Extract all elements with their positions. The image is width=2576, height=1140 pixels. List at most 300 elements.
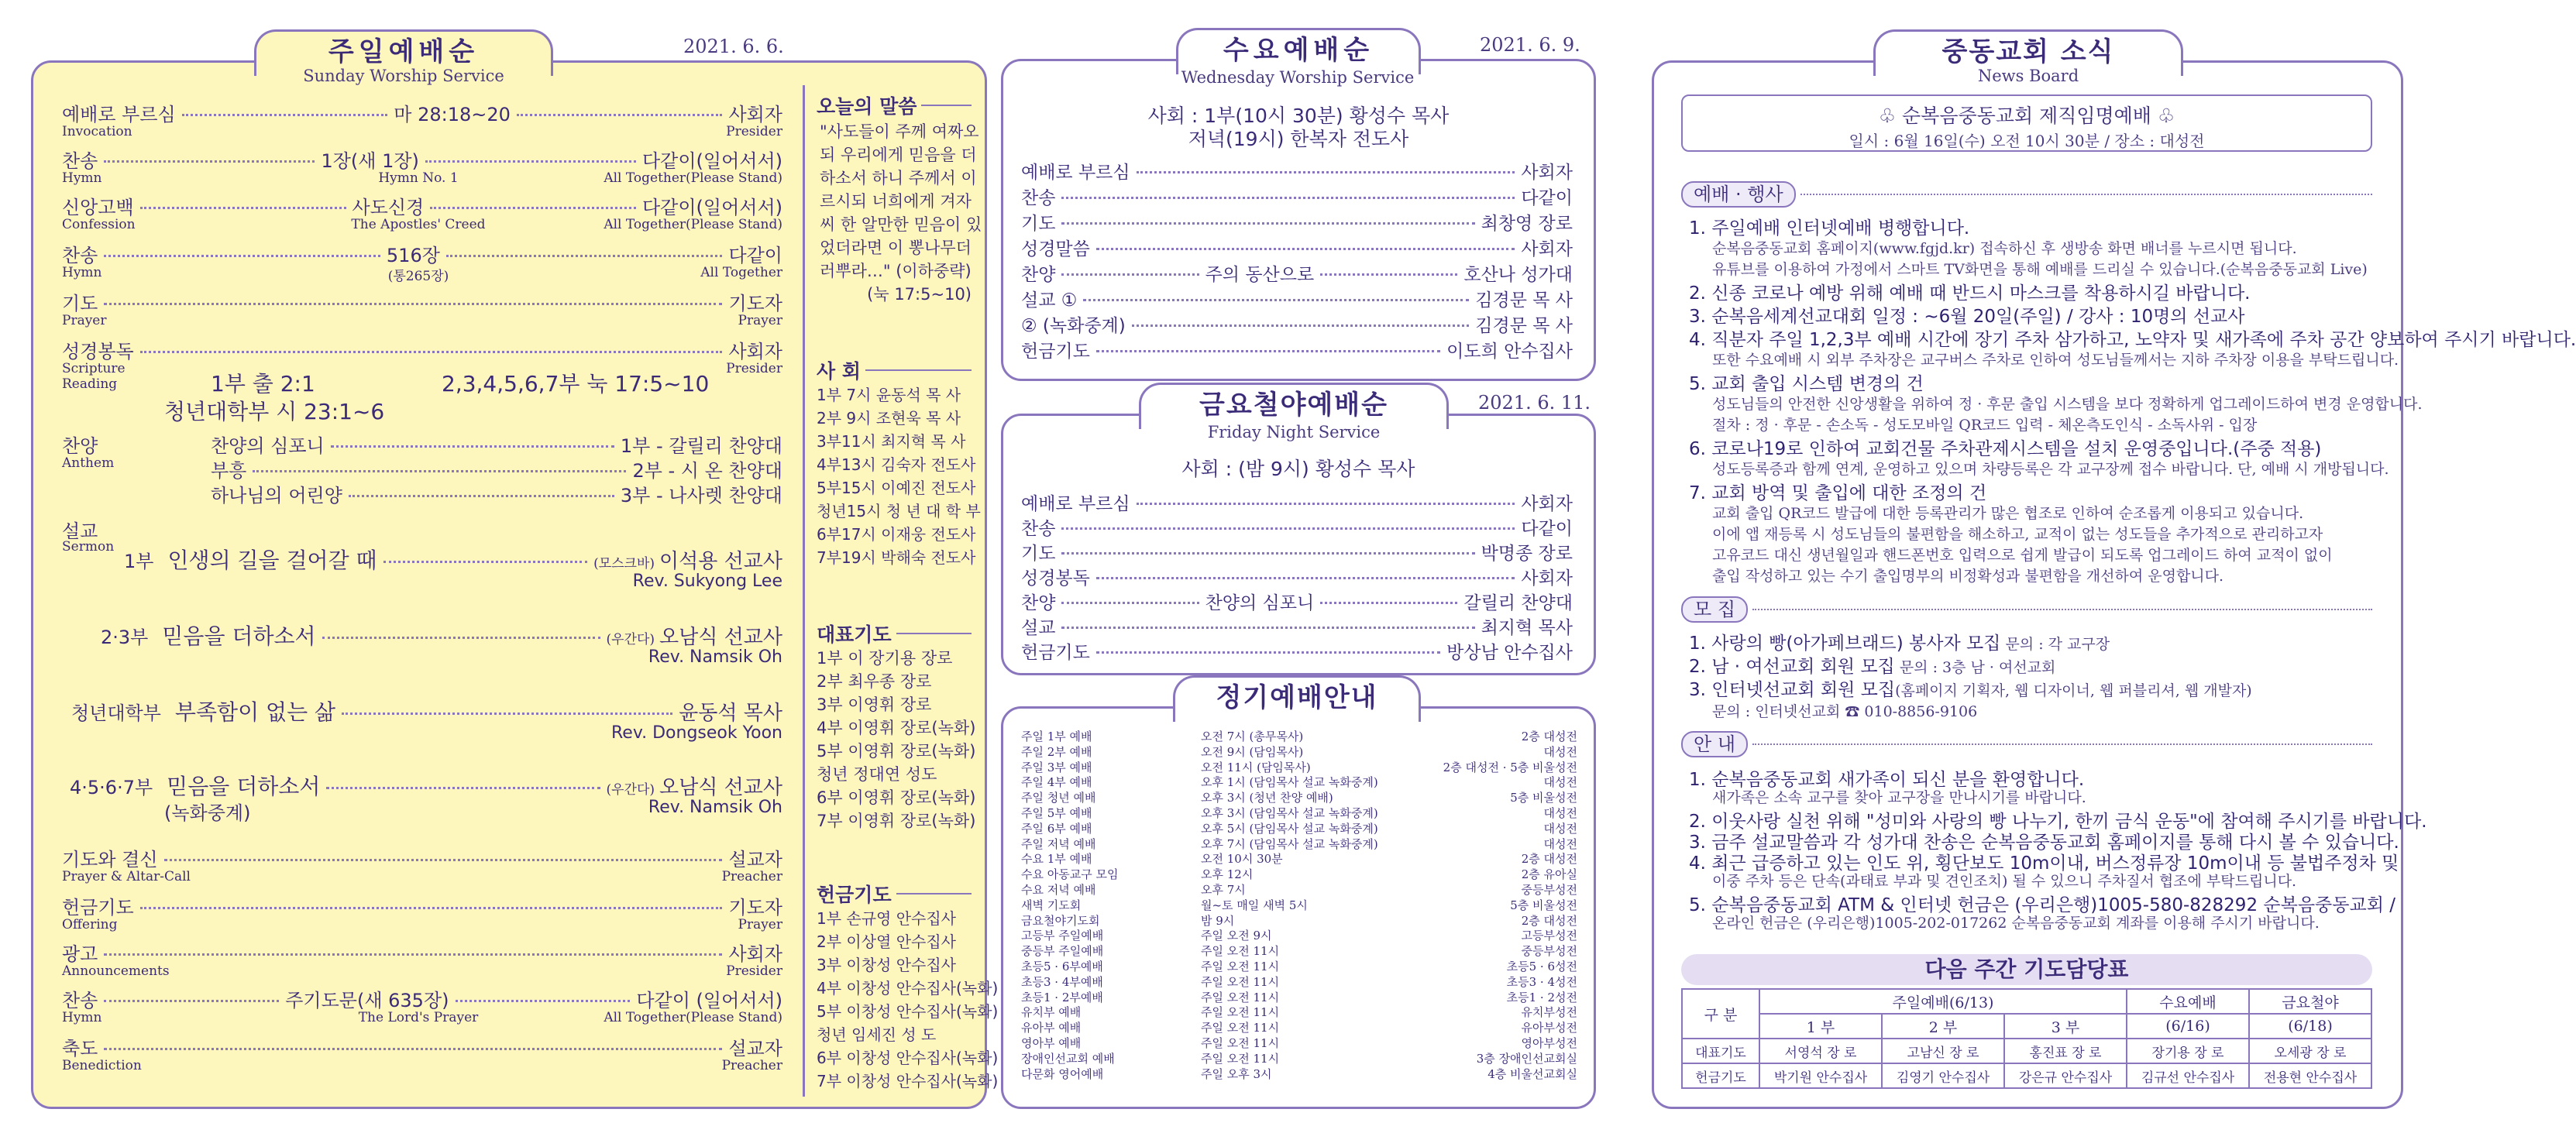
- wednesday-item-right: 호산나 성가대: [1463, 265, 1573, 285]
- friday-date: 2021. 6. 11.: [1478, 392, 1591, 414]
- sunday-item-leader: [182, 114, 388, 116]
- schedule-name: 주일 6부 예배: [1021, 821, 1092, 836]
- wednesday-item-middle: 주의 동산으로: [1205, 265, 1315, 285]
- duty-cell: 헌금기도: [1682, 1063, 1759, 1088]
- sunday-item-middle: 516장: [386, 245, 440, 266]
- word-line: (눅 17:5~10): [867, 285, 972, 304]
- sermon-leader: [383, 561, 587, 563]
- schedule-name: 수요 1부 예배: [1021, 852, 1092, 867]
- wednesday-item-label: 성경말씀: [1021, 239, 1090, 259]
- notice-line: 이중 주차 등은 단속(과태료 부과 및 견인조치) 될 수 있으니 주차질서 협조에 부탁드립니다.: [1712, 873, 2297, 890]
- recruit-contact: 문의 : 인터넷선교회 ☎ 010-8856-9106: [1712, 703, 1978, 720]
- host-line: 2부 9시 조현욱 목 사: [817, 409, 961, 428]
- offer-line: 2부 이상열 안수집사: [817, 932, 956, 951]
- offer-line: 3부 이창성 안수집사: [817, 956, 956, 974]
- schedule-time: 오후 3시 (청년 찬양 예배): [1201, 791, 1333, 805]
- duty-sub-row: [1682, 1014, 2371, 1039]
- sunday-item-leader: [140, 207, 346, 209]
- closing-item-leader: [104, 1000, 279, 1002]
- banner-subtitle: 일시 : 6월 16일(수) 오전 10시 30분 / 장소 : 대성전: [1849, 132, 2205, 150]
- prayer-title-rule: [896, 633, 972, 634]
- friday-item-leader: [1061, 527, 1515, 530]
- schedule-name: 주일 1부 예배: [1021, 730, 1092, 743]
- duty-table: [1681, 988, 2372, 1089]
- sunday-item-mid-en: (통265장): [387, 269, 449, 284]
- closing-item-leader: [140, 907, 723, 909]
- duty-cell: 고남신 장 로: [1882, 1039, 2004, 1063]
- schedule-time: 월~토 매일 새벽 5시: [1201, 898, 1308, 912]
- wednesday-item-leader: [1061, 197, 1515, 199]
- sunday-item-right-en: All Together(Please Stand): [604, 217, 782, 232]
- closing-item-right: 설교자: [728, 1038, 782, 1059]
- schedule-place: 대성전: [1543, 744, 1577, 759]
- schedule-row: [1021, 1050, 1577, 1066]
- prayer-line: 3부 이영휘 장로: [817, 695, 932, 714]
- sunday-item-label: 찬송: [62, 150, 98, 172]
- wednesday-item-label: ② (녹화중계): [1021, 316, 1126, 336]
- sunday-item-leader: [140, 351, 723, 353]
- sermon-en: Sermon: [62, 539, 115, 555]
- wednesday-item-label: 찬양: [1021, 265, 1056, 285]
- wednesday-item-right: 김경문 목 사: [1475, 290, 1573, 311]
- friday-item: [1021, 539, 1573, 565]
- wednesday-item-leader: [1083, 299, 1469, 301]
- prayer-line: 5부 이영휘 장로(녹화): [817, 742, 976, 761]
- schedule-row: [1021, 973, 1577, 990]
- host-line: 6부17시 이재웅 전도사: [817, 525, 976, 544]
- event-detail: 성도님들의 안전한 신앙생활을 위하여 정 · 후문 출입 시스템을 보다 정확하게 업그레이드하여 변경 운영합니다.: [1712, 396, 2423, 413]
- prayer-line: 1부 이 장기용 장로: [817, 649, 953, 668]
- duty-cell: 서영석 장 로: [1759, 1039, 1882, 1063]
- recruit-item: [1689, 629, 2110, 654]
- offer-line: 청년 임세진 성 도: [817, 1025, 937, 1044]
- event-detail: 출입 작성하고 있는 수기 출입명부의 비정확성과 불편함을 개선하여 운영합니다.: [1712, 568, 2224, 585]
- friday-item-leader-2: [1320, 602, 1457, 604]
- duty-sub-cell: (6/18): [2249, 1014, 2371, 1039]
- closing-item: [62, 985, 782, 1012]
- sermon-leader: [322, 637, 600, 639]
- event-detail: 고유코드 대신 생년월일과 핸드폰번호 입력으로 쉽게 발급이 되도록 업그레이드 하여 교적이 없이: [1712, 547, 2333, 564]
- duty-row: [1682, 1063, 2371, 1088]
- wednesday-item: [1021, 235, 1573, 260]
- schedule-name: 수요 아동교구 모임: [1021, 867, 1119, 882]
- schedule-place: 3층 장애인선교회실: [1476, 1051, 1577, 1066]
- sunday-item-leader-2: [517, 114, 723, 116]
- sermon-speaker: 윤동석 목사: [679, 702, 782, 725]
- recruit-note: 문의 : 각 교구장: [2000, 636, 2110, 653]
- schedule-place: 2층 대성전: [1521, 730, 1577, 743]
- word-line: "사도들이 주께 여짜오: [820, 122, 979, 141]
- sunday-item-mid-en: The Apostles' Creed: [351, 217, 486, 232]
- schedule-row: [1021, 943, 1577, 959]
- closing-item: [62, 844, 782, 871]
- sunday-item-en: Invocation: [62, 124, 132, 139]
- sunday-item-label: 성경봉독: [62, 341, 134, 362]
- host-line: 7부19시 박해숙 전도사: [817, 548, 976, 567]
- notice-line: 5. 순복음중동교회 ATM & 인터넷 헌금은 (우리은행)1005-580-828292 순복음중동교회 /: [1689, 895, 2395, 915]
- wednesday-item-label: 예배로 부르심: [1021, 163, 1130, 183]
- wednesday-item-leader: [1096, 248, 1515, 250]
- sunday-item: [62, 240, 782, 267]
- event-detail: 유튜브를 이용하여 가정에서 스마트 TV화면을 통해 예배를 드리실 수 있습니다.(순복음중동교회 Live): [1712, 261, 2368, 278]
- schedule-time: 오전 9시 (담임목사): [1201, 744, 1304, 759]
- closing-item-label: 기도와 결신: [62, 849, 158, 870]
- schedule-row: [1021, 1035, 1577, 1051]
- schedule-name: 초등1 · 2부예배: [1021, 990, 1103, 1004]
- wednesday-item-label: 찬송: [1021, 188, 1056, 208]
- sermon-en-name: Rev. Sukyong Lee: [632, 572, 782, 591]
- schedule-name: 장애인선교회 예배: [1021, 1051, 1115, 1066]
- schedule-time: 오후 12시: [1201, 867, 1254, 882]
- schedule-row: [1021, 881, 1577, 898]
- friday-host: 사회 : (밤 9시) 황성수 목사: [1181, 458, 1415, 480]
- friday-title: 금요철야예배순: [1199, 390, 1388, 421]
- schedule-time: 주일 오전 11시: [1201, 974, 1280, 989]
- duty-cell: 대표기도: [1682, 1039, 1759, 1063]
- offer-title-text: 헌금기도: [817, 884, 892, 906]
- schedule-place: 초등5 · 6성전: [1506, 960, 1577, 973]
- wednesday-subtitle: Wednesday Worship Service: [1181, 68, 1415, 87]
- offer-title: [817, 880, 972, 908]
- anthem-row-label: 찬양의 심포니: [211, 435, 325, 457]
- schedule-row: [1021, 989, 1577, 1005]
- closing-en: Announcements: [62, 963, 170, 979]
- section-events: [1681, 181, 2372, 208]
- sunday-item-right: 다같이(일어서서): [641, 150, 782, 172]
- closing-item-label: 찬송: [62, 990, 98, 1011]
- schedule-row: [1021, 1019, 1577, 1035]
- duty-title: 다음 주간 기도담당표: [1681, 954, 2372, 985]
- sunday-subtitle: Sunday Worship Service: [303, 67, 504, 85]
- word-line: 르시되 너희에게 겨자: [820, 192, 972, 211]
- closing-item-right: 기도자: [728, 897, 782, 919]
- friday-item-leader: [1061, 602, 1199, 604]
- schedule-place: 초등3 · 4성전: [1506, 974, 1577, 989]
- schedule-name: 초등5 · 6부예배: [1021, 960, 1103, 973]
- word-line: 되 우리에게 믿음을 더: [820, 146, 977, 164]
- schedule-place: 대성전: [1543, 821, 1577, 836]
- sunday-item-right: 기도자: [728, 293, 782, 314]
- closing-item: [62, 1033, 782, 1060]
- sermon-speaker: 오남식 선교사: [659, 626, 782, 649]
- duty-cell: 박기원 안수집사: [1759, 1063, 1882, 1088]
- word-title-text: 오늘의 말씀: [817, 95, 917, 118]
- word-line: 었더라면 이 뽕나무더: [820, 239, 972, 257]
- anthem-row-leader: [349, 495, 614, 497]
- friday-item-label: 기도: [1021, 544, 1056, 564]
- friday-item-leader: [1096, 651, 1440, 654]
- wednesday-item-right: 다같이: [1521, 188, 1573, 208]
- schedule-row: [1021, 759, 1577, 775]
- friday-item-right: 사회자: [1521, 494, 1573, 514]
- closing-right-en: Preacher: [721, 1058, 782, 1073]
- sermon-speaker: 이석용 선교사: [659, 550, 782, 573]
- schedule-time: 오전 11시 (담임목사): [1201, 760, 1311, 774]
- friday-item: [1021, 613, 1573, 639]
- closing-right-en: Preacher: [721, 869, 782, 884]
- schedule-time: 오후 7시 (담임목사 설교 녹화중계): [1201, 836, 1378, 851]
- schedule-time: 주일 오전 11시: [1201, 990, 1280, 1004]
- duty-cell: 장기용 장 로: [2127, 1039, 2249, 1063]
- wednesday-item-right: 이도희 안수집사: [1446, 342, 1573, 362]
- sermon-part: 청년대학부: [71, 702, 161, 724]
- sunday-item-label: 신앙고백: [62, 197, 134, 218]
- wednesday-item-label: 기도: [1021, 214, 1056, 234]
- duty-row: [1682, 1039, 2371, 1063]
- sermon-leader: [326, 787, 600, 789]
- duty-head-cell: 수요예배: [2127, 989, 2249, 1014]
- schedule-name: 주일 2부 예배: [1021, 744, 1092, 759]
- offer-line: 4부 이창성 안수집사(녹화): [817, 979, 999, 998]
- section-events-rule: [1800, 194, 2372, 195]
- regular-tab: [1173, 675, 1421, 722]
- friday-item-label: 성경봉독: [1021, 568, 1090, 589]
- closing-mid-en: The Lord's Prayer: [358, 1010, 479, 1025]
- sermon-en-name: Rev. Dongseok Yoon: [610, 723, 782, 743]
- schedule-name: 주일 저녁 예배: [1021, 836, 1096, 851]
- anthem-row-leader: [331, 445, 614, 448]
- anthem-row-right: 1부 - 갈릴리 찬양대: [620, 435, 782, 457]
- event-detail: 교회 출입 QR코드 발급에 대한 등록관리가 많은 협조로 인하여 순조롭게 이용되고 있습니다.: [1712, 505, 2304, 522]
- wednesday-tab: [1176, 28, 1421, 74]
- event-item: 7. 교회 방역 및 출입에 대한 조정의 건: [1689, 483, 1987, 503]
- sermon-row: [71, 695, 782, 726]
- schedule-place: 2층 유아실: [1521, 867, 1577, 882]
- host-title-text: 사 회: [817, 360, 862, 383]
- wednesday-item-right: 최창영 장로: [1481, 214, 1573, 234]
- schedule-name: 초등3 · 4부예배: [1021, 974, 1103, 989]
- duty-cell: 오세광 장 로: [2249, 1039, 2371, 1063]
- sunday-item-en: Prayer: [62, 313, 107, 328]
- prayer-title: [817, 620, 972, 647]
- recruit-note: 문의 : 3층 남 · 여선교회: [1894, 659, 2056, 676]
- wednesday-item: [1021, 209, 1573, 235]
- schedule-row: [1021, 958, 1577, 974]
- sunday-date: 2021. 6. 6.: [683, 36, 784, 57]
- event-item: 5. 교회 출입 시스템 변경의 건: [1689, 374, 1924, 394]
- schedule-name: 다문화 영어예배: [1021, 1066, 1104, 1081]
- host-title-rule: [865, 369, 972, 371]
- schedule-row: [1021, 927, 1577, 943]
- sunday-item-right-en: Presider: [726, 124, 782, 139]
- prayer-line: 4부 이영휘 장로(녹화): [817, 719, 976, 737]
- duty-head-cell: 주일예배(6/13): [1759, 989, 2127, 1014]
- schedule-time: 주일 오전 11시: [1201, 960, 1280, 973]
- closing-en: Benediction: [62, 1058, 142, 1073]
- duty-sub-cell: 2 부: [1882, 1014, 2004, 1039]
- sermon-title: 부족함이 없는 삶: [174, 699, 336, 725]
- sunday-item-right-en: All Together: [700, 265, 782, 280]
- wednesday-item-label: 설교 ①: [1021, 290, 1078, 311]
- offer-line: 7부 이창성 안수집사(녹화): [817, 1072, 999, 1090]
- friday-item-label: 설교: [1021, 618, 1056, 638]
- wednesday-item: [1021, 184, 1573, 209]
- sunday-item: [62, 336, 782, 363]
- schedule-time: 주일 오후 3시: [1201, 1066, 1272, 1081]
- anthem-row-label: 부흥: [211, 460, 247, 482]
- friday-item: [1021, 514, 1573, 540]
- regular-title: 정기예배안내: [1216, 682, 1378, 713]
- sunday-item: [62, 99, 782, 126]
- schedule-row: [1021, 1066, 1577, 1082]
- schedule-time: 주일 오전 11시: [1201, 944, 1280, 959]
- sermon-row: [101, 620, 782, 651]
- anthem-row-right: 2부 - 시 온 찬양대: [632, 460, 782, 482]
- friday-subtitle: Friday Night Service: [1207, 423, 1381, 441]
- sunday-item-right: 사회자: [728, 104, 782, 125]
- wednesday-item-right: 김경문 목 사: [1475, 316, 1573, 336]
- wednesday-item: [1021, 337, 1573, 362]
- wednesday-item: [1021, 286, 1573, 311]
- schedule-place: 4층 비울선교회실: [1487, 1066, 1577, 1081]
- notice-line: 3. 금주 설교말씀과 각 성가대 찬송은 순복음중동교회 홈페이지를 통해 다시 볼 수 있습니다.: [1689, 833, 2399, 853]
- duty-sub-cell: 3 부: [2004, 1014, 2127, 1039]
- duty-cell: 강은규 안수집사: [2004, 1063, 2127, 1088]
- duty-cell: 김규선 안수집사: [2127, 1063, 2249, 1088]
- section-events-label: 예배 · 행사: [1681, 181, 1796, 208]
- sermon-label: 설교: [62, 520, 98, 542]
- sunday-item-right-en: All Together(Please Stand): [604, 170, 782, 186]
- schedule-place: 유치부성전: [1521, 1005, 1577, 1020]
- schedule-place: 대성전: [1543, 775, 1577, 790]
- schedule-time: 오전 10시 30분: [1201, 852, 1283, 867]
- reading-2: 2,3,4,5,6,7부 눅 17:5~10: [442, 371, 710, 397]
- friday-item-right: 박명종 장로: [1481, 544, 1573, 564]
- friday-item-label: 예배로 부르심: [1021, 494, 1130, 514]
- host-line: 3부11시 최지혁 목 사: [817, 432, 966, 451]
- sunday-item-leader-2: [430, 207, 636, 209]
- wednesday-host-1: 사회 : 1부(10시 30분) 황성수 목사: [1147, 105, 1450, 127]
- host-line: 5부15시 이예진 전도사: [817, 479, 976, 497]
- schedule-time: 밤 9시: [1201, 913, 1235, 928]
- event-item: 1. 주일예배 인터넷예배 병행합니다.: [1689, 218, 1970, 239]
- schedule-time: 오후 7시: [1201, 883, 1246, 897]
- sermon-row: [70, 770, 782, 801]
- wednesday-item-leader: [1096, 350, 1440, 352]
- sunday-item-leader: [104, 255, 380, 257]
- event-detail: 절차 : 정 · 후문 - 손소독 - 성도모바일 QR코드 입력 - 체온측도인식 - 소독사위 - 입장: [1712, 417, 2258, 434]
- duty-head-row: [1682, 989, 2371, 1014]
- sunday-item-right: 다같이(일어서서): [642, 197, 783, 218]
- schedule-row: [1021, 820, 1577, 836]
- schedule-row: [1021, 866, 1577, 882]
- prayer-line: 6부 이영휘 장로(녹화): [817, 788, 976, 807]
- schedule-time: 주일 오전 11시: [1201, 1005, 1280, 1020]
- sermon-title: 믿음을 더하소서: [162, 623, 316, 649]
- schedule-row: [1021, 836, 1577, 852]
- wednesday-item-right: 사회자: [1521, 239, 1573, 259]
- sunday-title: 주일예배순: [328, 36, 480, 67]
- news-title: 중동교회 소식: [1941, 36, 2115, 67]
- schedule-name: 주일 5부 예배: [1021, 806, 1092, 820]
- sunday-item-leader: [104, 303, 722, 305]
- friday-tab: [1139, 383, 1449, 429]
- schedule-place: 5층 비울성전: [1510, 791, 1577, 805]
- sermon-leader: [342, 712, 672, 715]
- schedule-place: 중등부성전: [1521, 944, 1577, 959]
- duty-sub-cell: 1 부: [1759, 1014, 1882, 1039]
- recruit-title: 3. 인터넷선교회 회원 모집: [1689, 680, 1896, 700]
- anthem-row-leader: [253, 470, 626, 472]
- closing-right-en: Presider: [726, 963, 782, 979]
- sunday-item-leader-2: [446, 255, 723, 257]
- wednesday-title: 수요예배순: [1223, 35, 1374, 66]
- friday-item-middle: 찬양의 심포니: [1205, 593, 1315, 613]
- section-notice: [1681, 731, 2372, 757]
- schedule-place: 영아부성전: [1521, 1036, 1577, 1050]
- schedule-name: 유아부 예배: [1021, 1021, 1082, 1035]
- schedule-row: [1021, 897, 1577, 913]
- sunday-item-right: 다같이: [728, 245, 782, 266]
- banner-title: ♧ 순복음중동교회 제직임명예배 ♧: [1878, 105, 2175, 127]
- sunday-item: [62, 192, 782, 219]
- closing-right-en: Prayer: [738, 917, 782, 932]
- sunday-item-mid-en: Hymn No. 1: [378, 170, 459, 186]
- schedule-name: 중등부 주일예배: [1021, 944, 1104, 959]
- news-banner: [1681, 94, 2372, 152]
- closing-item-leader: [104, 953, 722, 956]
- wednesday-item: [1021, 260, 1573, 286]
- sermon-part: 2·3부: [101, 627, 149, 648]
- wednesday-item: [1021, 158, 1573, 184]
- wednesday-item-leader: [1061, 222, 1474, 225]
- host-title: [817, 356, 972, 384]
- friday-item-leader: [1061, 627, 1474, 629]
- friday-item-right: 방상남 안수집사: [1446, 643, 1573, 663]
- prayer-line: 7부 이영휘 장로(녹화): [817, 812, 976, 830]
- schedule-time: 오후 3시 (담임목사 설교 녹화중계): [1201, 806, 1378, 820]
- closing-item: [62, 939, 782, 966]
- sunday-item-en: Hymn: [62, 170, 102, 186]
- schedule-name: 주일 4부 예배: [1021, 775, 1092, 790]
- duty-cell: 전용현 안수집사: [2249, 1063, 2371, 1088]
- reading-1: 1부 출 2:1: [211, 371, 315, 397]
- schedule-name: 주일 청년 예배: [1021, 791, 1096, 805]
- word-title-rule: [921, 105, 972, 106]
- offer-line: 5부 이창성 안수집사(녹화): [817, 1002, 999, 1021]
- section-recruit: [1681, 596, 2372, 623]
- event-item: 3. 순복음세계선교대회 일정 : ~6월 20일(주일) / 강사 : 10명의 선교사: [1689, 307, 2245, 327]
- sunday-item-middle: 마 28:18~20: [394, 104, 511, 125]
- wednesday-item-right: 사회자: [1521, 163, 1573, 183]
- friday-item-label: 헌금기도: [1021, 643, 1090, 663]
- sunday-item-leader: [104, 160, 315, 163]
- friday-item-label: 찬양: [1021, 593, 1056, 613]
- duty-head-cell: 구 분: [1682, 989, 1759, 1039]
- sunday-item-right: 사회자: [728, 341, 782, 362]
- notice-line: 2. 이웃사랑 실천 위해 "성미와 사랑의 빵 나누기, 한끼 금식 운동"에 참여해 주시기를 바랍니다.: [1689, 812, 2427, 832]
- event-item: 6. 코로나19로 인하여 교회건물 주차관제시스템을 설치 운영중입니다.(주중 적용): [1689, 439, 2322, 459]
- offer-line: 6부 이창성 안수집사(녹화): [817, 1049, 999, 1067]
- recruit-item: [1689, 652, 2055, 678]
- anthem-row: [211, 431, 782, 458]
- wednesday-item-leader-2: [1320, 273, 1457, 276]
- duty-head-cell: 금요철야: [2249, 989, 2371, 1014]
- closing-item-label: 축도: [62, 1038, 98, 1059]
- closing-item-label: 광고: [62, 943, 98, 965]
- news-subtitle: News Board: [1977, 67, 2079, 85]
- word-title: [817, 91, 972, 119]
- closing-item-right: 다같이 (일어서서): [636, 990, 782, 1011]
- sunday-item-label: 찬송: [62, 245, 98, 266]
- sunday-item-en: Confession: [62, 217, 136, 232]
- schedule-place: 초등1 · 2성전: [1506, 990, 1577, 1004]
- schedule-place: 대성전: [1543, 806, 1577, 820]
- schedule-place: 유아부성전: [1521, 1021, 1577, 1035]
- event-item: 4. 직분자 주일 1,2,3부 예배 시간에 장기 주차 삼가하고, 노약자 및 새가족에 주차 공간 양보하여 주시기 바랍니다.: [1689, 330, 2576, 350]
- wednesday-host-2: 저녁(19시) 한복자 전도사: [1188, 128, 1409, 150]
- anthem-row: [211, 455, 782, 482]
